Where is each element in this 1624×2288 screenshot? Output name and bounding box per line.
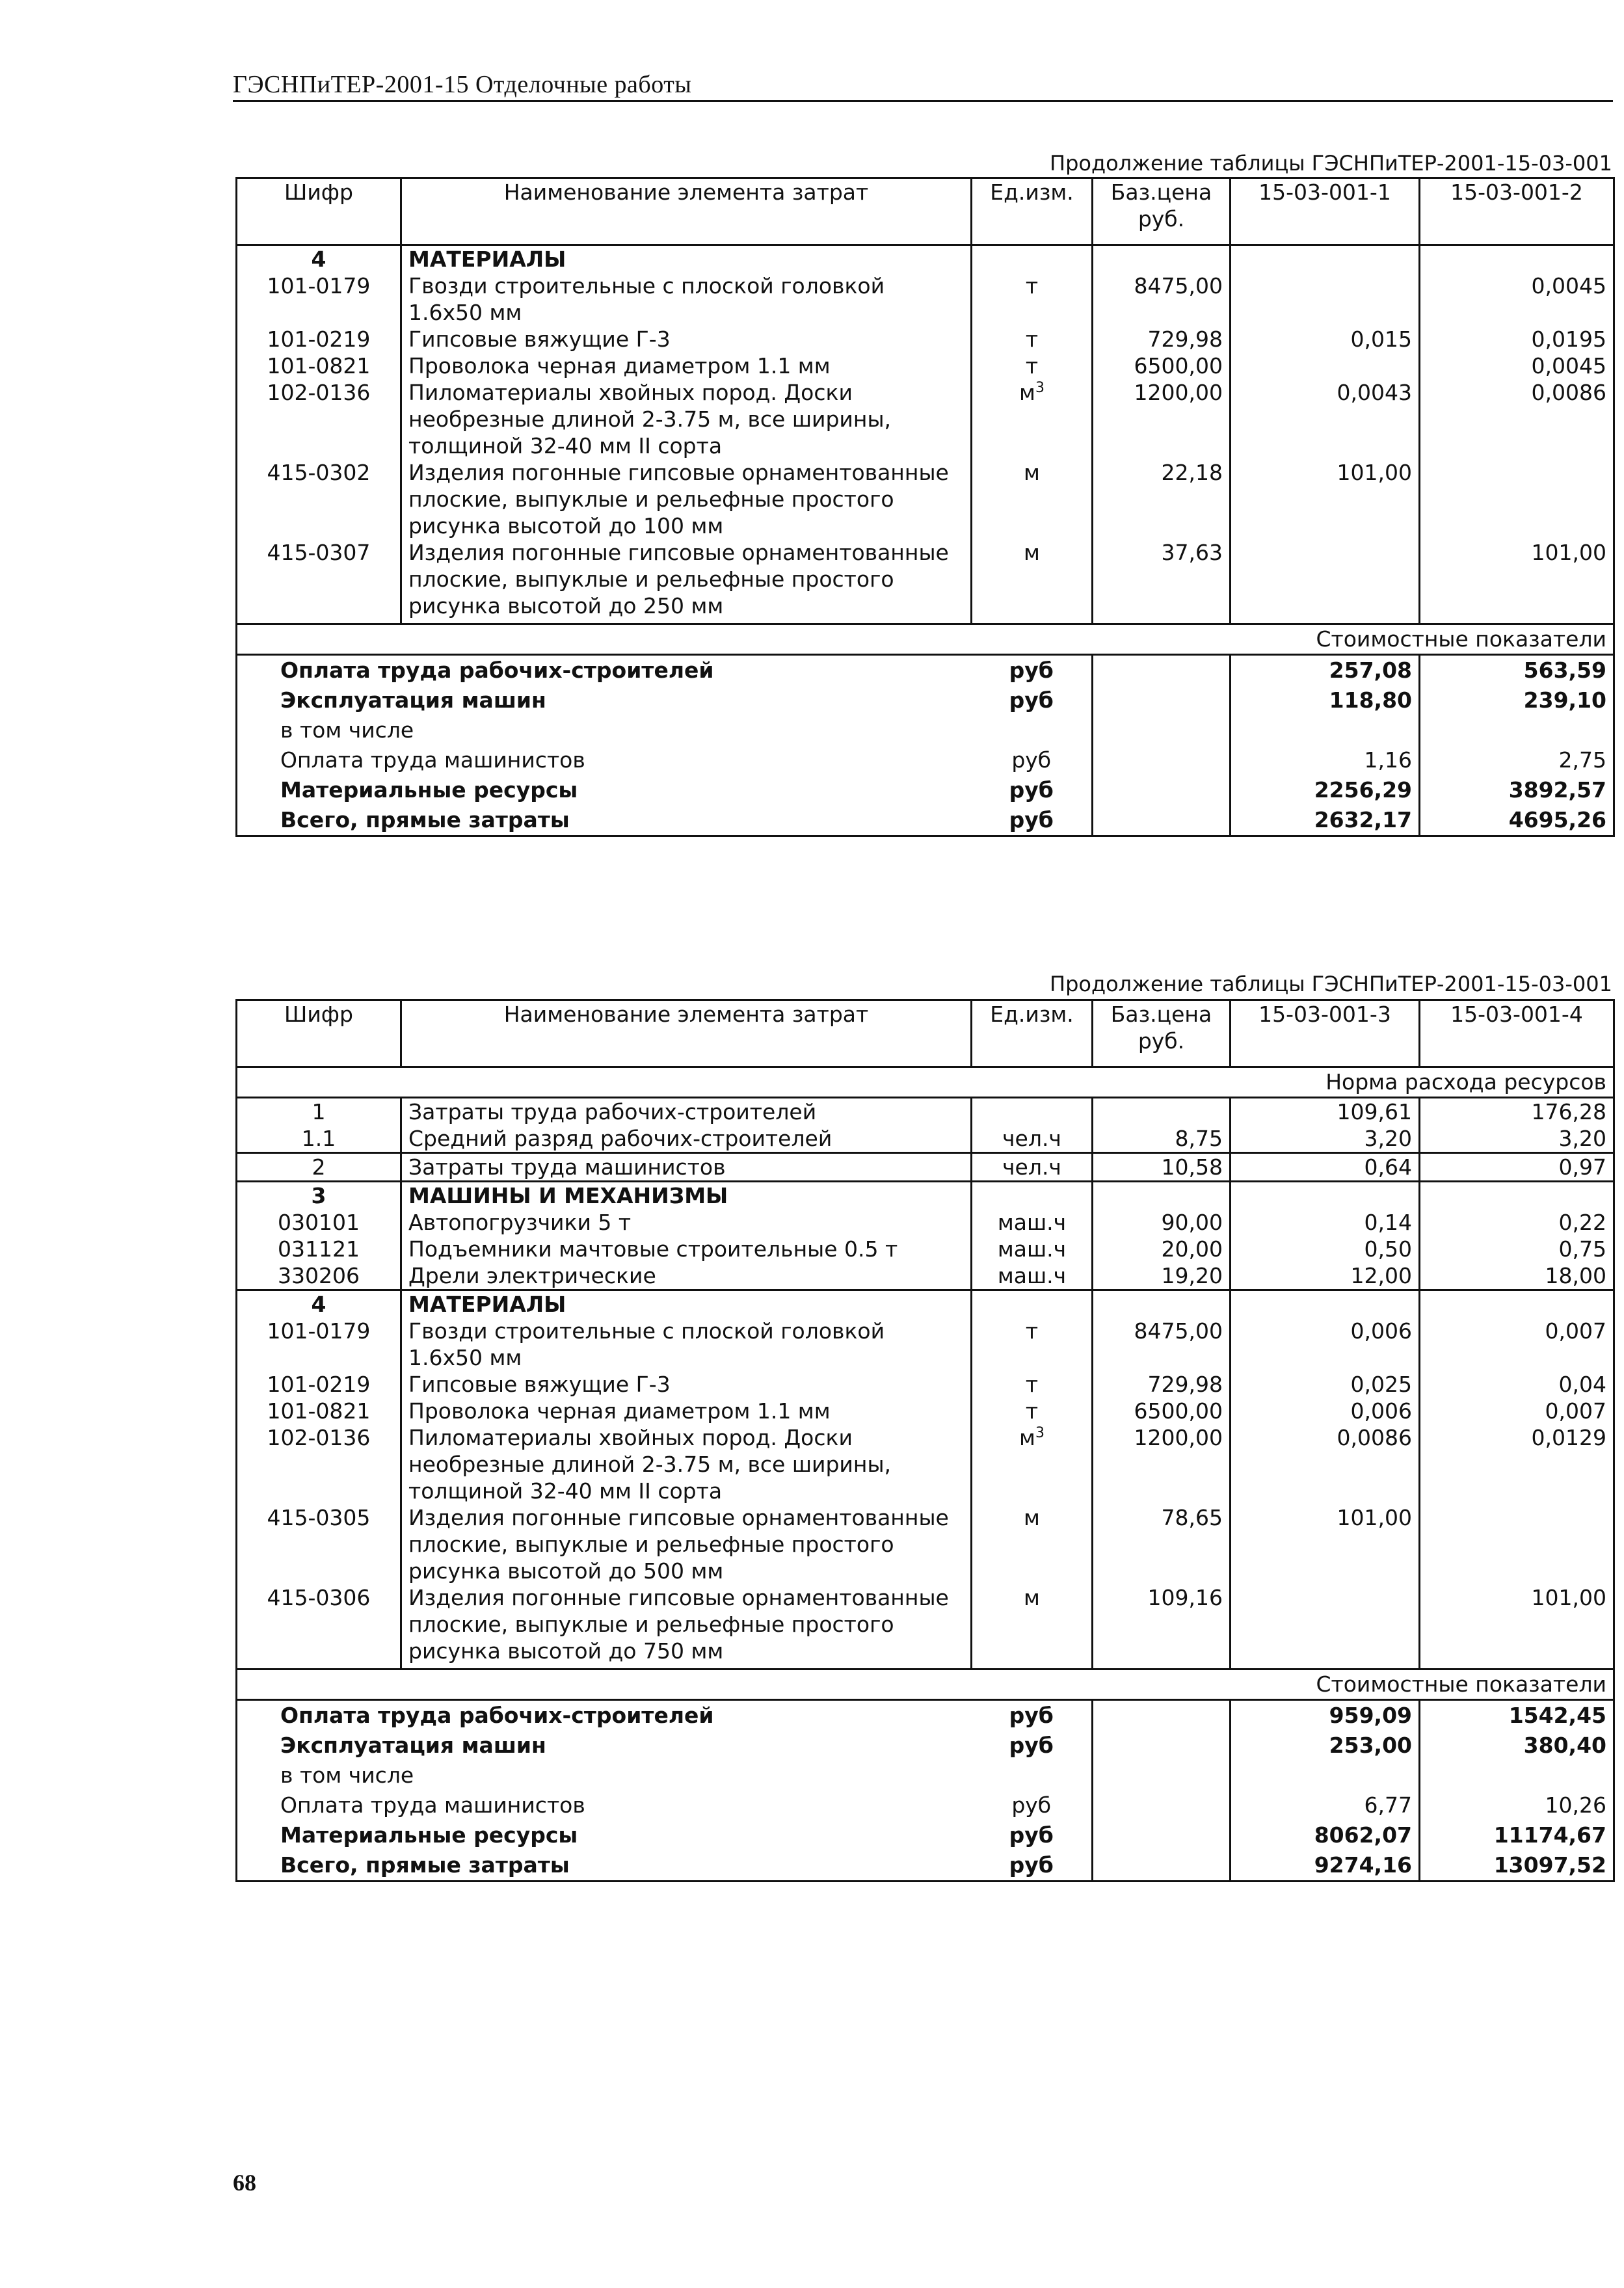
empty-cell — [1093, 715, 1231, 745]
cost-row — [237, 805, 1614, 836]
section-code: 3 — [237, 1182, 401, 1210]
cost-value-b: 563,59 — [1420, 655, 1614, 686]
value-a-cell: 101,00 — [1231, 1504, 1420, 1584]
cost-caption: Стоимостные показатели — [237, 1669, 1614, 1700]
cost-row — [237, 1731, 1614, 1761]
price-cell: 8,75 — [1093, 1125, 1231, 1153]
cost-label: Оплата труда машинистов — [237, 745, 972, 775]
unit-cell: м — [972, 1504, 1093, 1584]
table-row — [237, 1125, 1614, 1153]
table-row — [237, 1262, 1614, 1290]
price-cell: 729,98 — [1093, 1371, 1231, 1398]
value-b-cell: 0,04 — [1420, 1371, 1614, 1398]
cost-label: Материальные ресурсы — [237, 775, 972, 805]
table-row — [237, 1398, 1614, 1424]
price-cell: 37,63 — [1093, 539, 1231, 624]
cost-value-a: 118,80 — [1231, 685, 1420, 715]
code-cell: 415-0305 — [237, 1504, 401, 1584]
empty-cell — [1093, 775, 1231, 805]
empty-cell — [1093, 1820, 1231, 1850]
col-header-unit: Ед.изм. — [972, 1000, 1093, 1067]
cost-value-b — [1420, 715, 1614, 745]
price-cell: 109,16 — [1093, 1584, 1231, 1669]
cost-unit: руб — [972, 805, 1093, 836]
value-b-cell — [1420, 1504, 1614, 1584]
price-cell: 6500,00 — [1093, 1398, 1231, 1424]
cost-caption-row — [237, 624, 1614, 655]
code-cell: 102-0136 — [237, 379, 401, 459]
section-row — [237, 1290, 1614, 1318]
value-b-cell: 0,22 — [1420, 1209, 1614, 1236]
code-cell: 101-0179 — [237, 273, 401, 326]
name-cell: Пиломатериалы хвойных пород. Доски необрезные длиной 2-3.75 м, все ширины, толщиной 32-40 мм II сорта — [401, 379, 972, 459]
cost-value-a: 9274,16 — [1231, 1850, 1420, 1882]
cost-value-b — [1420, 1761, 1614, 1790]
cost-label: Эксплуатация машин — [237, 1731, 972, 1761]
cost-row — [237, 745, 1614, 775]
resource-table-2 — [235, 999, 1615, 1882]
price-cell: 78,65 — [1093, 1504, 1231, 1584]
unit-cell: $м^3$ — [972, 1424, 1093, 1504]
price-cell: 8475,00 — [1093, 273, 1231, 326]
name-cell: Пиломатериалы хвойных пород. Доски необрезные длиной 2-3.75 м, все ширины, толщиной 32-40 мм II сорта — [401, 1424, 972, 1504]
name-cell: Подъемники мачтовые строительные 0.5 т — [401, 1236, 972, 1262]
value-a-cell — [1231, 539, 1420, 624]
empty-cell — [1420, 1182, 1614, 1210]
code-cell: 2 — [237, 1153, 401, 1182]
name-cell: Гипсовые вяжущие Г-3 — [401, 326, 972, 353]
empty-cell — [1420, 1290, 1614, 1318]
cost-value-a — [1231, 1761, 1420, 1790]
cost-row — [237, 715, 1614, 745]
cost-value-b: 3892,57 — [1420, 775, 1614, 805]
empty-cell — [1093, 1731, 1231, 1761]
cost-value-b: 1542,45 — [1420, 1700, 1614, 1731]
code-cell: 101-0179 — [237, 1318, 401, 1371]
cost-unit: руб — [1009, 1703, 1054, 1728]
code-cell: 415-0306 — [237, 1584, 401, 1669]
empty-cell — [1093, 745, 1231, 775]
unit-cell: маш.ч — [972, 1209, 1093, 1236]
price-cell — [1093, 1098, 1231, 1126]
cost-row — [237, 1850, 1614, 1882]
section-title: МАШИНЫ И МЕХАНИЗМЫ — [401, 1182, 972, 1210]
name-cell: Затраты труда рабочих-строителей — [401, 1098, 972, 1126]
resource-table-1 — [235, 177, 1615, 837]
cost-value-a: 2632,17 — [1231, 805, 1420, 836]
cost-unit: руб — [1011, 1792, 1052, 1818]
price-cell: 1200,00 — [1093, 1424, 1231, 1504]
value-b-cell: 176,28 — [1420, 1098, 1614, 1126]
table-row — [237, 1236, 1614, 1262]
code-cell: 330206 — [237, 1262, 401, 1290]
value-a-cell: 3,20 — [1231, 1125, 1420, 1153]
code-cell: 415-0302 — [237, 459, 401, 539]
cost-value-a: 1,16 — [1231, 745, 1420, 775]
cost-unit: руб — [1011, 747, 1052, 773]
section-title: МАТЕРИАЛЫ — [401, 1290, 972, 1318]
price-cell: 10,58 — [1093, 1153, 1231, 1182]
code-cell: 030101 — [237, 1209, 401, 1236]
name-cell: Изделия погонные гипсовые орнаментованные плоские, выпуклые и рельефные простого рисунка высотой до 750 мм — [401, 1584, 972, 1669]
code-cell: 031121 — [237, 1236, 401, 1262]
col-header-code: Шифр — [237, 1000, 401, 1067]
value-b-cell: 101,00 — [1420, 539, 1614, 624]
name-cell: Затраты труда машинистов — [401, 1153, 972, 1182]
running-header: ГЭСНПиТЕР-2001-15 Отделочные работы — [233, 71, 692, 98]
unit-cell: чел.ч — [972, 1153, 1093, 1182]
price-cell: 729,98 — [1093, 326, 1231, 353]
section-row — [237, 245, 1614, 273]
col-header-unit: Ед.изм. — [972, 178, 1093, 245]
cost-row — [237, 1761, 1614, 1790]
unit-superscript: 3 — [1035, 380, 1045, 396]
col-header-b: 15-03-001-4 — [1420, 1000, 1614, 1067]
cost-unit: руб — [1009, 777, 1054, 803]
cost-row — [237, 685, 1614, 715]
unit-cell: т — [972, 1318, 1093, 1371]
cost-unit: руб — [1009, 1822, 1054, 1848]
value-b-cell: 0,0086 — [1420, 379, 1614, 459]
unit-superscript: 3 — [1035, 1425, 1045, 1441]
col-header-price: Баз.цена руб. — [1093, 178, 1231, 245]
cost-value-a: 8062,07 — [1231, 1820, 1420, 1850]
value-b-cell: 101,00 — [1420, 1584, 1614, 1669]
table-row — [237, 1098, 1614, 1126]
cost-caption-row — [237, 1669, 1614, 1700]
value-b-cell: 0,75 — [1420, 1236, 1614, 1262]
cost-label: Оплата труда машинистов — [237, 1790, 972, 1820]
section-code: 4 — [237, 1290, 401, 1318]
code-cell: 415-0307 — [237, 539, 401, 624]
empty-cell — [1231, 1182, 1420, 1210]
empty-cell — [972, 1290, 1093, 1318]
code-cell: 1.1 — [237, 1125, 401, 1153]
name-cell: Средний разряд рабочих-строителей — [401, 1125, 972, 1153]
code-cell: 101-0219 — [237, 1371, 401, 1398]
empty-cell — [972, 1182, 1093, 1210]
empty-cell — [1093, 1182, 1231, 1210]
section-title: МАТЕРИАЛЫ — [401, 245, 972, 273]
value-b-cell: 0,0195 — [1420, 326, 1614, 353]
table-header-row — [237, 178, 1614, 245]
value-a-cell: 12,00 — [1231, 1262, 1420, 1290]
code-cell: 101-0219 — [237, 326, 401, 353]
cost-value-b: 380,40 — [1420, 1731, 1614, 1761]
name-cell: Изделия погонные гипсовые орнаментованные плоские, выпуклые и рельефные простого рисунка высотой до 250 мм — [401, 539, 972, 624]
cost-row — [237, 655, 1614, 686]
unit-cell: м — [972, 539, 1093, 624]
unit-cell — [972, 1098, 1093, 1126]
value-a-cell: 101,00 — [1231, 459, 1420, 539]
table-row — [237, 1584, 1614, 1669]
table-row — [237, 459, 1614, 539]
cost-value-b: 4695,26 — [1420, 805, 1614, 836]
name-cell: Гвозди строительные с плоской головкой 1.6х50 мм — [401, 273, 972, 326]
cost-value-a: 6,77 — [1231, 1790, 1420, 1820]
cost-unit: руб — [972, 1850, 1093, 1882]
empty-cell — [1420, 245, 1614, 273]
code-cell: 101-0821 — [237, 1398, 401, 1424]
cost-value-a: 959,09 — [1231, 1700, 1420, 1731]
cost-value-a — [1231, 715, 1420, 745]
empty-cell — [1093, 1290, 1231, 1318]
cost-row — [237, 1700, 1614, 1731]
price-cell: 90,00 — [1093, 1209, 1231, 1236]
price-cell: 1200,00 — [1093, 379, 1231, 459]
col-header-code: Шифр — [237, 178, 401, 245]
empty-cell — [1093, 1700, 1231, 1731]
unit-cell: $м^3$ — [972, 379, 1093, 459]
cost-label: Всего, прямые затраты — [237, 805, 972, 836]
value-b-cell — [1420, 459, 1614, 539]
name-cell: Изделия погонные гипсовые орнаментованные плоские, выпуклые и рельефные простого рисунка высотой до 500 мм — [401, 1504, 972, 1584]
norm-caption-row — [237, 1067, 1614, 1098]
table-row — [237, 1318, 1614, 1371]
cost-label: Всего, прямые затраты — [237, 1850, 972, 1882]
unit-cell: маш.ч — [972, 1236, 1093, 1262]
table-row — [237, 273, 1614, 326]
norm-caption: Норма расхода ресурсов — [237, 1067, 1614, 1098]
table-row — [237, 1153, 1614, 1182]
value-a-cell: 0,14 — [1231, 1209, 1420, 1236]
name-cell: Гвозди строительные с плоской головкой 1.6х50 мм — [401, 1318, 972, 1371]
cost-row — [237, 1790, 1614, 1820]
cost-unit — [972, 715, 1093, 745]
unit-cell: т — [972, 1371, 1093, 1398]
value-a-cell: 0,006 — [1231, 1398, 1420, 1424]
cost-label: Эксплуатация машин — [237, 685, 972, 715]
cost-row — [237, 1820, 1614, 1850]
code-cell: 102-0136 — [237, 1424, 401, 1504]
value-b-cell: 0,97 — [1420, 1153, 1614, 1182]
value-b-cell: 0,0045 — [1420, 273, 1614, 326]
cost-label: Материальные ресурсы — [237, 1820, 972, 1850]
name-cell: Изделия погонные гипсовые орнаментованные плоские, выпуклые и рельефные простого рисунка высотой до 100 мм — [401, 459, 972, 539]
table-row — [237, 539, 1614, 624]
unit-cell: т — [972, 353, 1093, 379]
table-row — [237, 1504, 1614, 1584]
unit-cell: т — [972, 326, 1093, 353]
value-a-cell: 0,0043 — [1231, 379, 1420, 459]
empty-cell — [1093, 245, 1231, 273]
price-cell: 19,20 — [1093, 1262, 1231, 1290]
empty-cell — [1093, 1850, 1231, 1882]
value-a-cell — [1231, 273, 1420, 326]
unit-cell: м — [972, 1584, 1093, 1669]
col-header-a: 15-03-001-3 — [1231, 1000, 1420, 1067]
cost-value-b: 13097,52 — [1420, 1850, 1614, 1882]
name-cell: Проволока черная диаметром 1.1 мм — [401, 1398, 972, 1424]
cost-value-b: 239,10 — [1420, 685, 1614, 715]
section-row — [237, 1182, 1614, 1210]
value-a-cell: 0,50 — [1231, 1236, 1420, 1262]
cost-label: в том числе — [237, 715, 972, 745]
table-row — [237, 1209, 1614, 1236]
value-b-cell: 0,007 — [1420, 1318, 1614, 1371]
cost-value-a: 2256,29 — [1231, 775, 1420, 805]
table-row — [237, 326, 1614, 353]
cost-row — [237, 775, 1614, 805]
empty-cell — [1093, 685, 1231, 715]
value-b-cell: 0,0045 — [1420, 353, 1614, 379]
table-row — [237, 353, 1614, 379]
value-a-cell: 0,025 — [1231, 1371, 1420, 1398]
value-b-cell: 0,007 — [1420, 1398, 1614, 1424]
cost-label: в том числе — [237, 1761, 972, 1790]
col-header-name: Наименование элемента затрат — [401, 178, 972, 245]
col-header-b: 15-03-001-2 — [1420, 178, 1614, 245]
value-b-cell: 0,0129 — [1420, 1424, 1614, 1504]
unit-cell: маш.ч — [972, 1262, 1093, 1290]
name-cell: Автопогрузчики 5 т — [401, 1209, 972, 1236]
cost-caption: Стоимостные показатели — [237, 624, 1614, 655]
unit-cell: т — [972, 1398, 1093, 1424]
cost-label: Оплата труда рабочих-строителей — [237, 655, 972, 686]
cost-unit: руб — [1009, 687, 1054, 713]
table-row — [237, 1371, 1614, 1398]
cost-unit — [972, 1761, 1093, 1790]
table1-caption: Продолжение таблицы ГЭСНПиТЕР-2001-15-03-001 — [1050, 151, 1612, 176]
code-cell: 101-0821 — [237, 353, 401, 379]
empty-cell — [1093, 805, 1231, 836]
page-number: 68 — [233, 2170, 256, 2196]
value-a-cell: 0,006 — [1231, 1318, 1420, 1371]
empty-cell — [1093, 1790, 1231, 1820]
value-a-cell: 109,61 — [1231, 1098, 1420, 1126]
price-cell: 8475,00 — [1093, 1318, 1231, 1371]
cost-unit: руб — [1009, 1733, 1054, 1758]
col-header-a: 15-03-001-1 — [1231, 178, 1420, 245]
table-header-row — [237, 1000, 1614, 1067]
cost-value-b: 2,75 — [1420, 745, 1614, 775]
table2-caption: Продолжение таблицы ГЭСНПиТЕР-2001-15-03-001 — [1050, 972, 1612, 996]
col-header-name: Наименование элемента затрат — [401, 1000, 972, 1067]
col-header-price: Баз.цена руб. — [1093, 1000, 1231, 1067]
value-a-cell — [1231, 1584, 1420, 1669]
name-cell: Проволока черная диаметром 1.1 мм — [401, 353, 972, 379]
price-cell: 20,00 — [1093, 1236, 1231, 1262]
cost-value-b: 10,26 — [1420, 1790, 1614, 1820]
value-a-cell — [1231, 353, 1420, 379]
table-row — [237, 379, 1614, 459]
cost-unit: руб — [1009, 658, 1054, 683]
section-code: 4 — [237, 245, 401, 273]
header-rule — [233, 100, 1613, 102]
code-cell: 1 — [237, 1098, 401, 1126]
empty-cell — [1093, 655, 1231, 686]
value-b-cell: 18,00 — [1420, 1262, 1614, 1290]
cost-label: Оплата труда рабочих-строителей — [237, 1700, 972, 1731]
value-a-cell: 0,64 — [1231, 1153, 1420, 1182]
unit-cell: м — [972, 459, 1093, 539]
name-cell: Дрели электрические — [401, 1262, 972, 1290]
empty-cell — [1093, 1761, 1231, 1790]
value-b-cell: 3,20 — [1420, 1125, 1614, 1153]
table-row — [237, 1424, 1614, 1504]
cost-value-b: 11174,67 — [1420, 1820, 1614, 1850]
unit-cell: т — [972, 273, 1093, 326]
cost-value-a: 257,08 — [1231, 655, 1420, 686]
cost-value-a: 253,00 — [1231, 1731, 1420, 1761]
empty-cell — [972, 245, 1093, 273]
empty-cell — [1231, 1290, 1420, 1318]
value-a-cell: 0,0086 — [1231, 1424, 1420, 1504]
price-cell: 22,18 — [1093, 459, 1231, 539]
value-a-cell: 0,015 — [1231, 326, 1420, 353]
unit-cell: чел.ч — [972, 1125, 1093, 1153]
price-cell: 6500,00 — [1093, 353, 1231, 379]
name-cell: Гипсовые вяжущие Г-3 — [401, 1371, 972, 1398]
empty-cell — [1231, 245, 1420, 273]
